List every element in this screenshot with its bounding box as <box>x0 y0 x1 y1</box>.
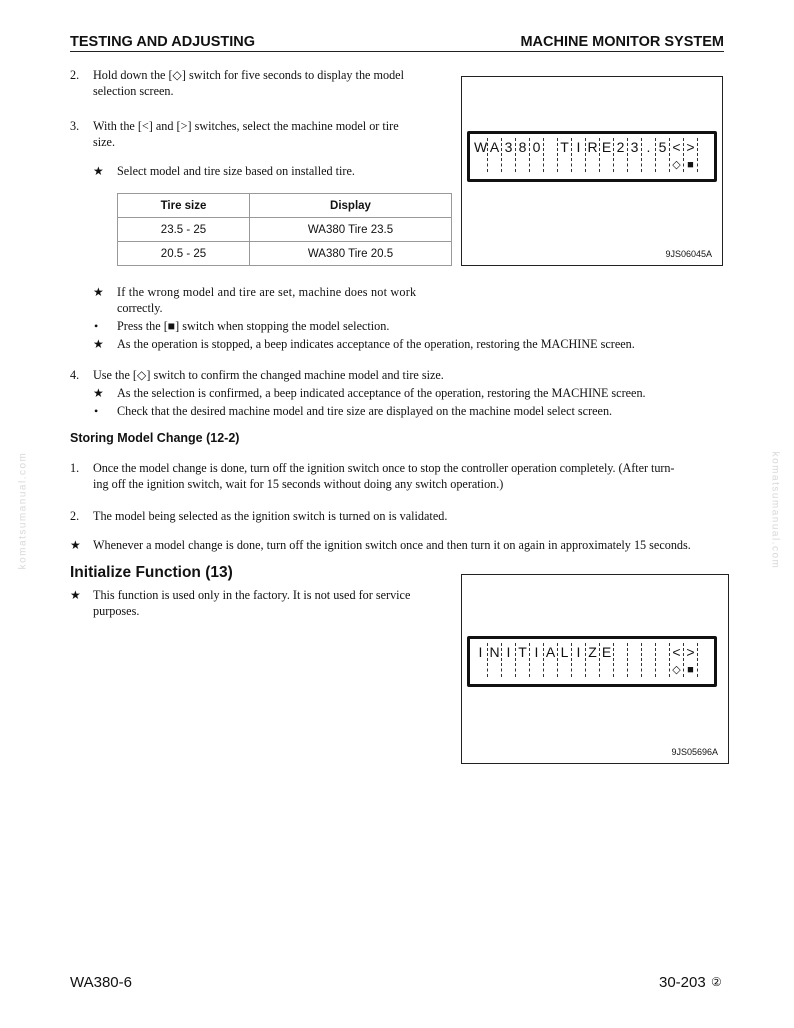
table-header-cell: Display <box>250 194 452 218</box>
lcd-char-cell: ■ <box>684 158 698 172</box>
star-icon: ★ <box>93 285 104 299</box>
lcd-char-cell <box>656 663 670 677</box>
lcd-char-cell <box>642 158 656 172</box>
lcd-char-cell <box>614 158 628 172</box>
lcd-char-cell <box>544 138 558 156</box>
initialize-text-line: purposes. <box>93 604 140 618</box>
step-number: 1. <box>70 461 80 475</box>
tire-size-table <box>117 193 452 266</box>
step-number: 2. <box>70 509 80 523</box>
star-icon: ★ <box>93 386 104 400</box>
star-icon: ★ <box>70 538 81 552</box>
lcd-char-cell: > <box>684 138 698 156</box>
lcd-char-cell <box>474 663 488 677</box>
lcd-char-cell: E <box>600 643 614 661</box>
lcd-char-cell <box>656 158 670 172</box>
bullet-icon: • <box>94 319 99 333</box>
footer-page-number: 30-203 <box>659 974 706 991</box>
lcd-char-cell: 8 <box>516 138 530 156</box>
lcd-char-cell: A <box>488 138 502 156</box>
lcd-char-cell: I <box>530 643 544 661</box>
table-row <box>118 242 452 266</box>
storing-item-1-line: ing off the ignition switch, wait for 15 seconds without doing any switch operation.) <box>93 477 504 491</box>
lcd-char-cell: 2 <box>614 138 628 156</box>
star-icon: ★ <box>93 337 104 351</box>
lcd-char-cell <box>600 663 614 677</box>
step-number: 4. <box>70 368 80 382</box>
lcd-char-cell: . <box>642 138 656 156</box>
storing-item-2-text: The model being selected as the ignition switch is turned on is validated. <box>93 509 448 523</box>
lcd-char-cell <box>572 663 586 677</box>
lcd-char-cell: I <box>572 643 586 661</box>
lcd-char-cell: N <box>488 643 502 661</box>
lcd-row-1 <box>474 643 698 661</box>
lcd-char-cell <box>614 663 628 677</box>
lcd-char-cell <box>530 663 544 677</box>
table-row <box>118 218 452 242</box>
step-number: 3. <box>70 119 80 133</box>
lcd-char-cell: Z <box>586 643 600 661</box>
star-icon: ★ <box>93 164 104 178</box>
figure-initialize <box>461 574 729 764</box>
lcd-char-cell <box>502 663 516 677</box>
lcd-char-cell <box>586 158 600 172</box>
lcd-char-cell <box>488 158 502 172</box>
figure-caption: 9JS05696A <box>671 747 718 757</box>
lcd-display <box>467 131 717 182</box>
note-wrong-model-line: If the wrong model and tire are set, machine does not work <box>117 285 417 299</box>
storing-star-note: Whenever a model change is done, turn off the ignition switch once and then turn it on again in approximately 15 seconds. <box>93 538 691 552</box>
lcd-char-cell <box>502 158 516 172</box>
lcd-char-cell: L <box>558 643 572 661</box>
lcd-char-cell <box>530 158 544 172</box>
lcd-char-cell: 5 <box>656 138 670 156</box>
lcd-char-cell <box>558 158 572 172</box>
lcd-char-cell <box>488 663 502 677</box>
lcd-char-cell: I <box>474 643 488 661</box>
figure-model-selection <box>461 76 723 266</box>
note-press-stop: Press the [■] switch when stopping the model selection. <box>117 319 390 333</box>
lcd-char-cell <box>600 158 614 172</box>
lcd-char-cell <box>572 158 586 172</box>
lcd-char-cell <box>628 643 642 661</box>
lcd-char-cell: ■ <box>684 663 698 677</box>
table-cell: WA380 Tire 23.5 <box>250 218 452 242</box>
lcd-char-cell: 0 <box>530 138 544 156</box>
lcd-char-cell <box>656 643 670 661</box>
table-cell: WA380 Tire 20.5 <box>250 242 452 266</box>
step-4-note-check: Check that the desired machine model and tire size are displayed on the machine model select screen. <box>117 404 613 418</box>
footer-model: WA380-6 <box>70 974 132 991</box>
lcd-char-cell <box>544 158 558 172</box>
section-heading-initialize: Initialize Function (13) <box>70 564 233 581</box>
lcd-row-2 <box>474 158 698 172</box>
lcd-char-cell <box>544 663 558 677</box>
lcd-char-cell <box>642 663 656 677</box>
lcd-char-cell: ◇ <box>670 663 684 677</box>
lcd-char-cell <box>474 158 488 172</box>
lcd-char-cell <box>628 663 642 677</box>
lcd-char-cell <box>586 663 600 677</box>
note-wrong-model-line: correctly. <box>117 301 163 315</box>
lcd-char-cell: < <box>670 643 684 661</box>
table-header-cell: Tire size <box>118 194 250 218</box>
step-number: 2. <box>70 68 80 82</box>
header-chapter-title: MACHINE MONITOR SYSTEM <box>520 34 724 50</box>
lcd-char-cell <box>614 643 628 661</box>
footer-revision-mark: ② <box>711 975 722 989</box>
lcd-char-cell: W <box>474 139 488 155</box>
lcd-char-cell: I <box>572 138 586 156</box>
table-cell: 20.5 - 25 <box>118 242 250 266</box>
lcd-char-cell: I <box>502 643 516 661</box>
table-cell: 23.5 - 25 <box>118 218 250 242</box>
step-4-text: Use the [◇] switch to confirm the changed machine model and tire size. <box>93 368 444 382</box>
lcd-char-cell <box>516 158 530 172</box>
lcd-char-cell: R <box>586 138 600 156</box>
note-select-text: Select model and tire size based on installed tire. <box>117 164 355 178</box>
lcd-char-cell: ◇ <box>670 158 684 172</box>
lcd-char-cell <box>642 643 656 661</box>
figure-caption: 9JS06045A <box>665 249 712 259</box>
step-4-note-confirmed: As the selection is confirmed, a beep indicated acceptance of the operation, restoring the MACHINE screen. <box>117 386 646 400</box>
step-text-line: Hold down the [◇] switch for five seconds to display the model <box>93 68 404 82</box>
storing-item-1-line: Once the model change is done, turn off the ignition switch once to stop the controller operation completely. (After turn- <box>93 461 675 475</box>
watermark-left: komatsumanual.com <box>17 451 29 570</box>
table-header-row <box>118 194 452 218</box>
lcd-char-cell <box>558 663 572 677</box>
lcd-char-cell <box>628 158 642 172</box>
watermark-right: komatsumanual.com <box>769 451 781 570</box>
lcd-char-cell <box>516 663 530 677</box>
lcd-char-cell: 3 <box>628 138 642 156</box>
star-icon: ★ <box>70 588 81 602</box>
lcd-char-cell: A <box>544 643 558 661</box>
note-operation-stopped: As the operation is stopped, a beep indicates acceptance of the operation, restoring the MACHINE screen. <box>117 337 635 351</box>
step-text-line: size. <box>93 135 115 149</box>
lcd-row-2 <box>474 663 698 677</box>
header-section-title: TESTING AND ADJUSTING <box>70 34 256 50</box>
lcd-row-1 <box>474 138 698 156</box>
lcd-char-cell: 3 <box>502 138 516 156</box>
lcd-char-cell: T <box>516 643 530 661</box>
step-text-line: With the [<] and [>] switches, select the machine model or tire <box>93 119 399 133</box>
lcd-char-cell: T <box>558 138 572 156</box>
section-heading-storing: Storing Model Change (12-2) <box>70 431 240 445</box>
initialize-text-line: This function is used only in the factory. It is not used for service <box>93 588 411 602</box>
lcd-char-cell: E <box>600 138 614 156</box>
page-header <box>70 34 724 52</box>
step-text-line: selection screen. <box>93 84 174 98</box>
lcd-char-cell: < <box>670 138 684 156</box>
lcd-display <box>467 636 717 687</box>
lcd-char-cell: > <box>684 643 698 661</box>
bullet-icon: • <box>94 404 99 418</box>
